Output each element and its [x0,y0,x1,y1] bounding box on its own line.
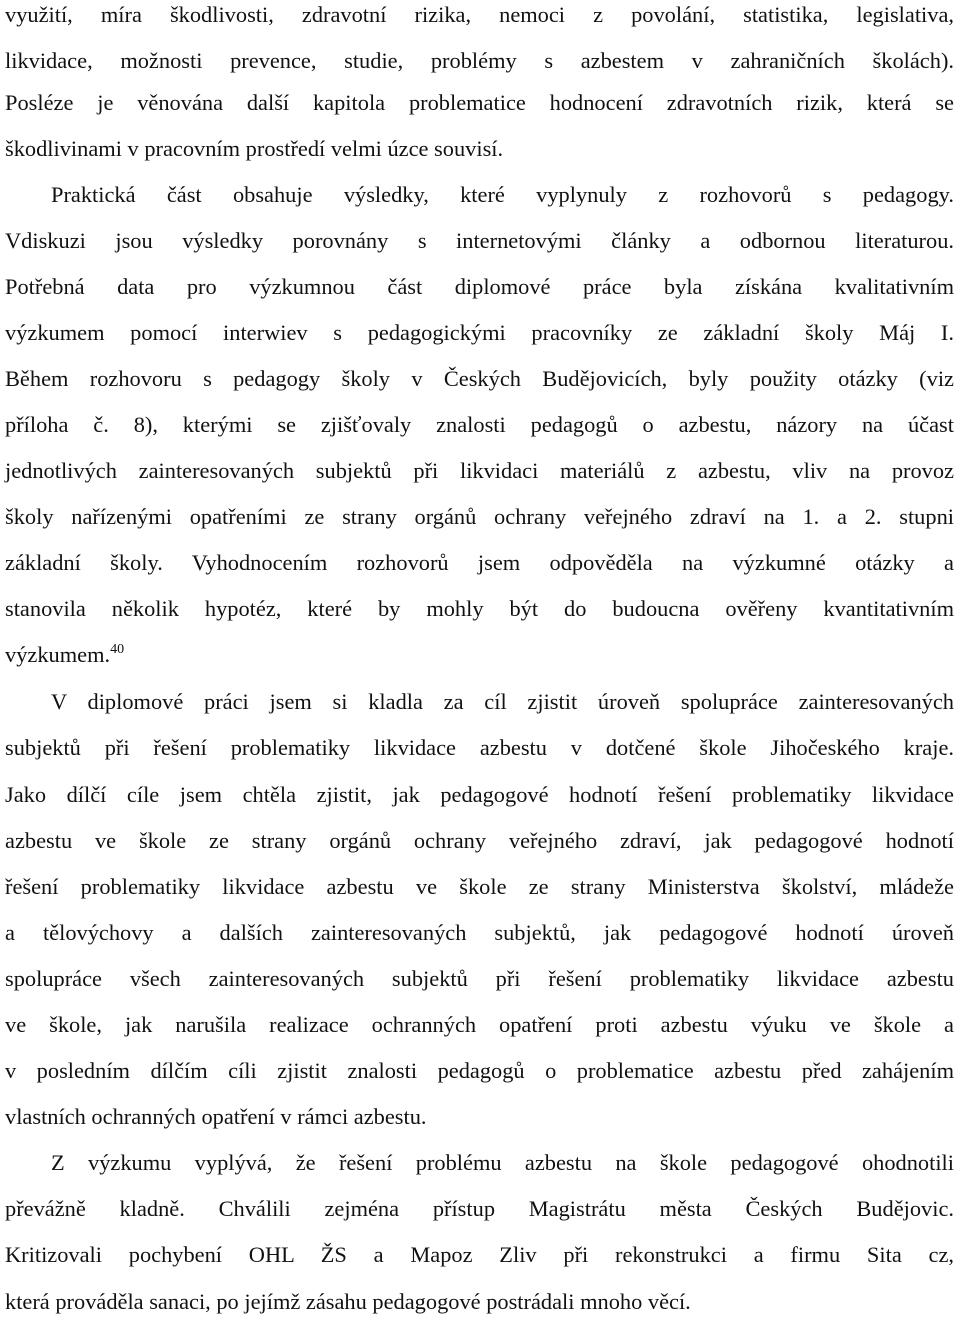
text-line [5,918,954,948]
text-line-content: převážně kladně. Chválili zejména přístup Magistrátu města Českých Budějovic. [5,1196,954,1221]
text-line-content: stanovila několik hypotéz, které by mohly být do budoucna ověřeny kvantitativním [5,596,954,621]
text-line-content: Posléze je věnována další kapitola problematice hodnocení zdravotních rizik, která se [5,90,954,115]
text-line [5,1287,954,1317]
text-line [5,46,954,76]
text-line-content: a tělovýchovy a dalších zainteresovaných subjektů, jak pedagogové hodnotí úroveň [5,920,954,945]
text-line [51,180,954,210]
text-line [5,1240,954,1270]
text-line-content: Během rozhovoru s pedagogy školy v Českých Budějovicích, byly použity otázky (viz [5,366,954,391]
text-line [51,687,954,717]
text-line-content: v posledním dílčím cíli zjistit znalosti pedagogů o problematice azbestu před zahájením [5,1058,954,1083]
text-line-content: Potřebná data pro výzkumnou část diplomové práce byla získána kvalitativním [5,274,954,299]
text-line [5,318,954,348]
text-line-content: azbestu ve škole ze strany orgánů ochrany veřejného zdraví, jak pedagogové hodnotí [5,828,954,853]
text-line [5,780,954,810]
text-line-content: výzkumem. [5,642,111,667]
text-line-content: Vdiskuzi jsou výsledky porovnány s internetovými články a odbornou literaturou. [5,228,954,253]
text-line-content: základní školy. Vyhodnocením rozhovorů jsem odpověděla na výzkumné otázky a [5,550,954,575]
text-line-content: příloha č. 8), kterými se zjišťovaly znalosti pedagogů o azbestu, názory na účast [5,412,954,437]
text-line [5,410,954,440]
text-line [5,134,954,164]
text-line-content: využití, míra škodlivosti, zdravotní rizika, nemoci z povolání, statistika, legislativa, [5,2,954,27]
text-line-content: Z výzkumu vyplývá, že řešení problému azbestu na škole pedagogové ohodnotili [51,1150,954,1175]
text-line [5,364,954,394]
text-line [5,272,954,302]
text-line [5,88,954,118]
text-line [5,0,954,30]
text-line-content: Kritizovali pochybení OHL ŽS a Mapoz Zliv při rekonstrukci a firmu Sita cz, [5,1242,954,1267]
text-line-content: škodlivinami v pracovním prostředí velmi úzce souvisí. [5,136,504,161]
text-line [5,1056,954,1086]
text-line [5,964,954,994]
text-line [5,1194,954,1224]
text-line-content: ve škole, jak narušila realizace ochranných opatření proti azbestu výuku ve škole a [5,1012,954,1037]
text-line-content: výzkumem pomocí interwiev s pedagogickými pracovníky ze základní školy Máj I. [5,320,954,345]
text-line-content: Praktická část obsahuje výsledky, které vyplynuly z rozhovorů s pedagogy. [51,182,954,207]
text-line-content: vlastních ochranných opatření v rámci azbestu. [5,1104,427,1129]
text-line [5,456,954,486]
text-line [5,226,954,256]
text-line-content: Jako dílčí cíle jsem chtěla zjistit, jak pedagogové hodnotí řešení problematiky likvidace [5,782,954,807]
footnote-reference: 40 [110,642,125,657]
text-line [5,733,954,763]
text-line-content: likvidace, možnosti prevence, studie, problémy s azbestem v zahraničních školách). [5,48,954,73]
text-line [5,872,954,902]
text-line [5,548,954,578]
text-line-content: V diplomové práci jsem si kladla za cíl zjistit úroveň spolupráce zainteresovaných [51,689,954,714]
text-line [5,594,954,624]
text-line [51,1148,954,1178]
text-line [5,1010,954,1040]
text-line-content: jednotlivých zainteresovaných subjektů při likvidaci materiálů z azbestu, vliv na provoz [5,458,954,483]
text-line [5,1102,954,1132]
text-line-content: školy nařízenými opatřeními ze strany orgánů ochrany veřejného zdraví na 1. a 2. stupni [5,504,954,529]
text-line-content: která prováděla sanaci, po jejímž zásahu pedagogové postrádali mnoho věcí. [5,1289,691,1314]
text-line-content: spolupráce všech zainteresovaných subjektů při řešení problematiky likvidace azbestu [5,966,954,991]
text-line [5,640,954,670]
text-line [5,502,954,532]
text-line-content: subjektů při řešení problematiky likvidace azbestu v dotčené škole Jihočeského kraje. [5,735,954,760]
text-line [5,826,954,856]
text-line-content: řešení problematiky likvidace azbestu ve škole ze strany Ministerstva školství, mládeže [5,874,954,899]
